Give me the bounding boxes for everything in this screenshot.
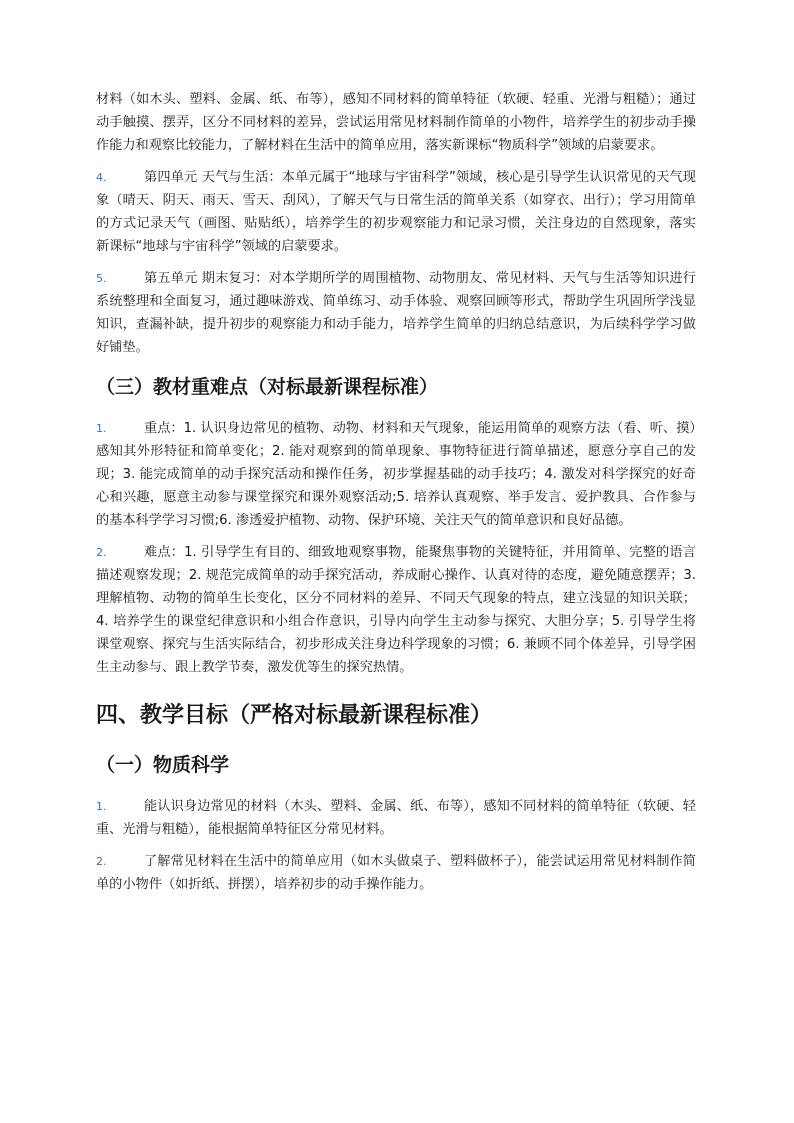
chapter-4-heading: 四、教学目标（严格对标最新课程标准） bbox=[96, 703, 493, 728]
key-points-item bbox=[96, 417, 696, 532]
key-points-text: 重点：1. 认识身边常见的植物、动物、材料和天气现象，能运用简单的观察方法（看、听、摸）感知其外形特征和简单变化；2. 能对观察到的简单现象、事物特征进行简单描述，愿意分享自己的发现；3. 能完成简单的动手探究活动和操作任务，初步掌握基础的动手技巧；4. 激发对科学探究的好奇心和兴趣，愿意主动参与课堂探究和课外观察活动;5. 培养认真观察、举手发言、爱护教具、合作参与的基本科学学习习惯;6. 渗透爱护植物、动物、保护环境、关注天气的简单意识和良好品德。 bbox=[96, 421, 696, 528]
goal-2-text: 了解常见材料在生活中的简单应用（如木头做桌子、塑料做杯子），能尝试运用常见材料制作简单的小物件（如折纸、拼摆），培养初步的动手操作能力。 bbox=[96, 854, 696, 892]
section-3-heading: （三）教材重难点（对标最新课程标准） bbox=[96, 376, 439, 398]
list-number: 1. bbox=[96, 422, 107, 435]
intro-paragraph: 材料（如木头、塑料、金属、纸、布等），感知不同材料的简单特征（软硬、轻重、光滑与粗糙）；通过动手触摸、摆弄，区分不同材料的差异，尝试运用常见材料制作简单的小物件，培养学生的初步动手操作能力和观察比较能力，了解材料在生活中的简单应用，落实新课标“物质科学”领域的启蒙要求。 bbox=[96, 92, 696, 153]
list-number: 2. bbox=[96, 546, 107, 559]
goal-2-item bbox=[96, 850, 696, 896]
document-page bbox=[96, 88, 696, 905]
unit-5-text: 第五单元 期末复习：对本学期所学的周围植物、动物朋友、常见材料、天气与生活等知识进行系统整理和全面复习，通过趣味游戏、简单练习、动手体验、观察回顾等形式，帮助学生巩固所学浅显知识，查漏补缺，提升初步的观察能力和动手能力，培养学生简单的归纳总结意识，为后续科学学习做好铺垫。 bbox=[96, 271, 696, 355]
difficulties-item bbox=[96, 541, 696, 679]
unit-4-text: 第四单元 天气与生活：本单元属于“地球与宇宙科学”领域，核心是引导学生认识常见的天气现象（晴天、阴天、雨天、雪天、刮风），了解天气与日常生活的简单关系（如穿衣、出行）；学习用简单的方式记录天气（画图、贴贴纸），培养学生的初步观察能力和记录习惯，关注身边的自然现象，落实新课标“地球与宇宙科学”领域的启蒙要求。 bbox=[96, 170, 696, 254]
unit-4-item bbox=[96, 166, 696, 258]
goal-1-item bbox=[96, 795, 696, 841]
unit-5-item bbox=[96, 267, 696, 359]
list-number: 4. bbox=[96, 171, 107, 184]
list-number: 1. bbox=[96, 800, 107, 813]
list-number: 5. bbox=[96, 272, 107, 285]
difficulties-text: 难点：1. 引导学生有目的、细致地观察事物，能聚焦事物的关键特征，并用简单、完整的语言描述观察发现；2. 规范完成简单的动手探究活动，养成耐心操作、认真对待的态度，避免随意摆弄；3. 理解植物、动物的简单生长变化，区分不同材料的差异、不同天气现象的特点，建立浅显的知识关联；4. 培养学生的课堂纪律意识和小组合作意识，引导内向学生主动参与探究、大胆分享；5. 引导学生将课堂观察、探究与生活实际结合，初步形成关注身边科学现象的习惯；6. 兼顾不同个体差异，引导学困生主动参与、跟上教学节奏，激发优等生的探究热情。 bbox=[96, 545, 696, 675]
goal-1-text: 能认识身边常见的材料（木头、塑料、金属、纸、布等），感知不同材料的简单特征（软硬、轻重、光滑与粗糙），能根据简单特征区分常见材料。 bbox=[96, 799, 696, 837]
subsection-1-heading: （一）物质科学 bbox=[96, 754, 230, 776]
list-number: 2. bbox=[96, 855, 107, 868]
